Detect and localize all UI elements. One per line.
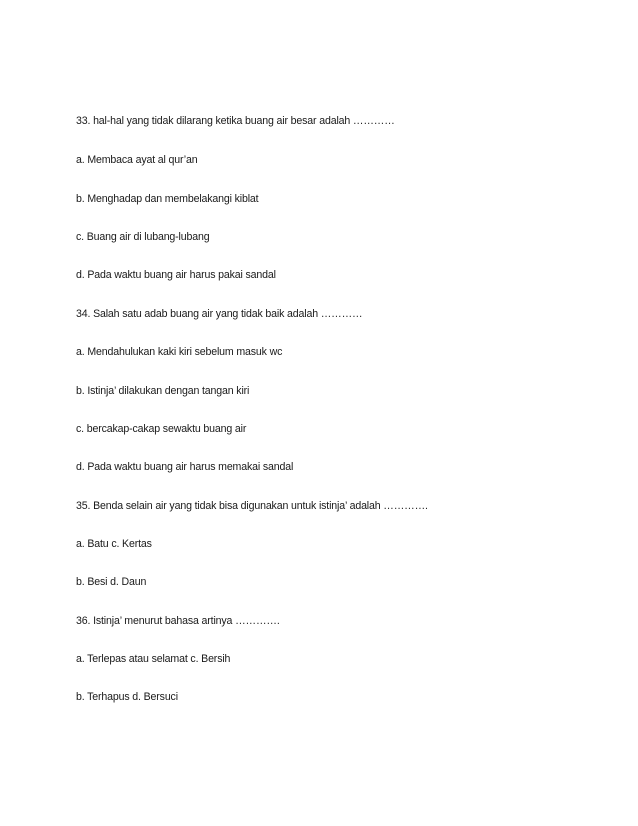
question-34: 34. Salah satu adab buang air yang tidak baik adalah ………… [76,308,363,320]
question-35-options-bd: b. Besi d. Daun [76,576,147,588]
question-34-option-b: b. Istinja’ dilakukan dengan tangan kiri [76,385,250,397]
question-35-options-ac: a. Batu c. Kertas [76,538,152,550]
question-33-option-a: a. Membaca ayat al qur’an [76,154,198,166]
question-34-option-c: c. bercakap-cakap sewaktu buang air [76,423,247,435]
question-33-option-b: b. Menghadap dan membelakangi kiblat [76,193,259,205]
question-33-option-c: c. Buang air di lubang-lubang [76,231,210,243]
question-33-option-d: d. Pada waktu buang air harus pakai sandal [76,269,276,281]
question-34-option-a: a. Mendahulukan kaki kiri sebelum masuk wc [76,346,283,358]
question-35: 35. Benda selain air yang tidak bisa digunakan untuk istinja’ adalah …………. [76,500,428,512]
question-36-options-ac: a. Terlepas atau selamat c. Bersih [76,653,231,665]
question-33: 33. hal-hal yang tidak dilarang ketika buang air besar adalah ………… [76,115,395,127]
question-36: 36. Istinja’ menurut bahasa artinya …………. [76,615,280,627]
question-36-options-bd: b. Terhapus d. Bersuci [76,691,178,703]
question-34-option-d: d. Pada waktu buang air harus memakai sandal [76,461,294,473]
